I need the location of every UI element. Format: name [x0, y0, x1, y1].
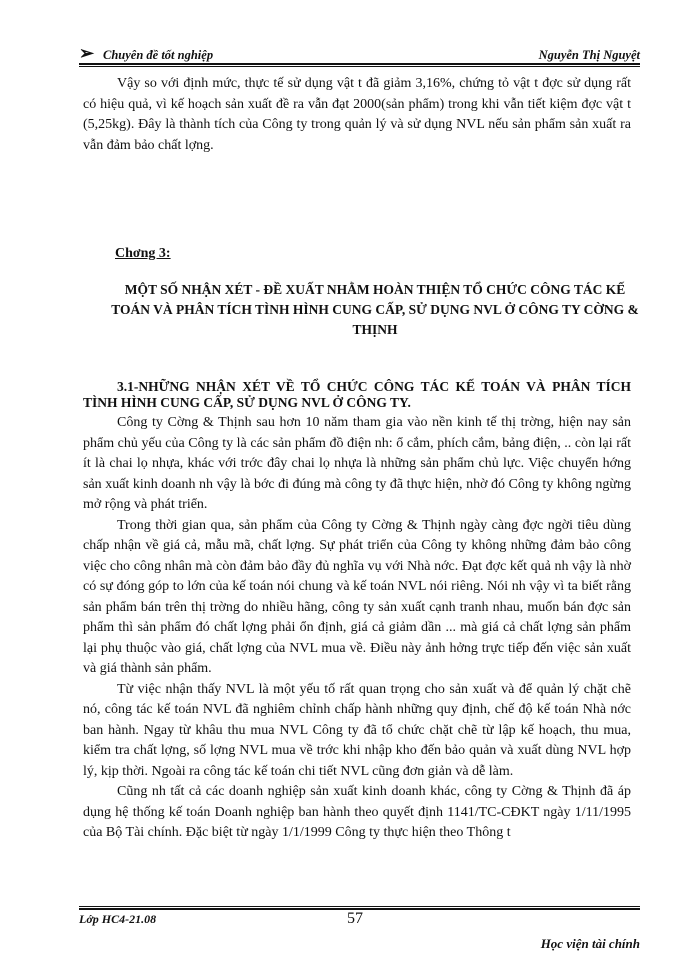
- footer-institution: Học viện tài chính: [540, 936, 640, 951]
- page-header: [79, 44, 640, 66]
- header-left-title: Chuyên đề tốt nghiệp: [103, 48, 214, 62]
- page-number: 57: [347, 910, 363, 927]
- header-rule: [79, 63, 640, 67]
- section-title: 3.1-NHỮNG NHẬN XÉT VỀ TỔ CHỨC CÔNG TÁC KẾ TOÁN VÀ PHÂN TÍCH TÌNH HÌNH CUNG CẤP, SỬ DỤNG NVL Ở CÔNG TY.: [83, 379, 631, 410]
- footer-class: Lớp HC4-21.08: [79, 912, 157, 926]
- section-paragraph: Trong thời gian qua, sản phẩm của Công ty Cờng & Thịnh ngày càng đợc ngời tiêu dùng chấp nhận về giá cả, mẫu mã, chất lợng. Sự phát triển của Công ty không những đảm bảo công việc cho công nhân mà còn đảm bảo đầy đủ nghĩa vụ với Nhà nớc. Đạt đợc kết quả nh vậy là nhờ có sự đóng góp to lớn của kế toán nói chung và kế toán NVL nói riêng. Nói nh vậy vì ta biết rằng sản phẩm bán trên thị trờng do nhiều hãng, công ty sản xuất cạnh tranh nhau, muốn bán đợc sản phẩm thì sản phẩm đó chất lợng phải ổn định, giá cả giảm dần ... mà giá cả chất lợng sản phẩm lại phụ thuộc vào giá, chất lợng của NVL mua về. Điều này ảnh hởng trực tiếp đến việc sản xuất và giá thành sản phẩm.: [83, 517, 631, 676]
- section-paragraph: Từ việc nhận thấy NVL là một yếu tố rất quan trọng cho sản xuất và để quản lý chặt chẽ nó, công tác kế toán NVL đã nghiêm chỉnh chấp hành những quy định, chế độ kế toán Nhà nớc ban hành. Ngay từ khâu thu mua NVL Công ty đã tổ chức chặt chẽ từ lập kế hoạch, thu mua, kiểm tra chất lợng, số lợng NVL mua về trớc khi nhập kho đến bảo quản và xuất dùng NVL hợp lý, kịp thời. Ngoài ra công tác kế toán chi tiết NVL cũng đơn giản và dễ làm.: [83, 681, 631, 779]
- arrow-icon: ➢: [79, 43, 95, 63]
- intro-paragraph: Vậy so với định mức, thực tế sử dụng vật t đã giảm 3,16%, chứng tỏ vật t đợc sử dụng rất có hiệu quả, vì kế hoạch sản xuất đề ra vẫn đạt 2000(sản phẩm) trong khi vẫn tiết kiệm đợc vật t (5,25kg). Đây là thành tích của Công ty trong quản lý và sử dụng NVL nếu sản phẩm sản xuất ra vẫn đảm bảo chất lợng.: [83, 76, 631, 153]
- page-footer: [79, 906, 640, 956]
- section-paragraph: Công ty Cờng & Thịnh sau hơn 10 năm tham gia vào nền kinh tế thị trờng, hiện nay sản phẩm chủ yếu của Công ty là các sản phẩm đồ điện nh: ổ cắm, phích cắm, bảng điện, .. còn lại rất ít là chai lọ nhựa, khác với trớc đây chai lọ nhựa là những sản phẩm chủ lực. Việc chuyển hớng sản xuất kinh doanh nh vậy là bớc đi đúng mà công ty đã thực hiện, nhờ đó Công ty không ngừng mở rộng và phát triển.: [83, 415, 631, 512]
- section-paragraph: Cũng nh tất cả các doanh nghiệp sản xuất kinh doanh khác, công ty Cờng & Thịnh đã áp dụng hệ thống kế toán Doanh nghiệp ban hành theo quyết định 1141/TC-CĐKT ngày 1/11/1995 của Bộ Tài chính. Đặc biệt từ ngày 1/1/1999 Công ty thực hiện theo Thông t: [83, 784, 631, 840]
- chapter-heading: MỘT SỐ NHẬN XÉT - ĐỀ XUẤT NHẰM HOÀN THIỆN TỔ CHỨC CÔNG TÁC KẾ TOÁN VÀ PHÂN TÍCH TÌNH HÌNH CUNG CẤP, SỬ DỤNG NVL Ở CÔNG TY CỜNG & THỊNH: [111, 282, 639, 337]
- section-body: [83, 413, 631, 844]
- chapter-label: Chơng 3:: [115, 246, 171, 261]
- header-author: Nguyễn Thị Nguyệt: [538, 48, 640, 62]
- intro-block: [83, 74, 631, 156]
